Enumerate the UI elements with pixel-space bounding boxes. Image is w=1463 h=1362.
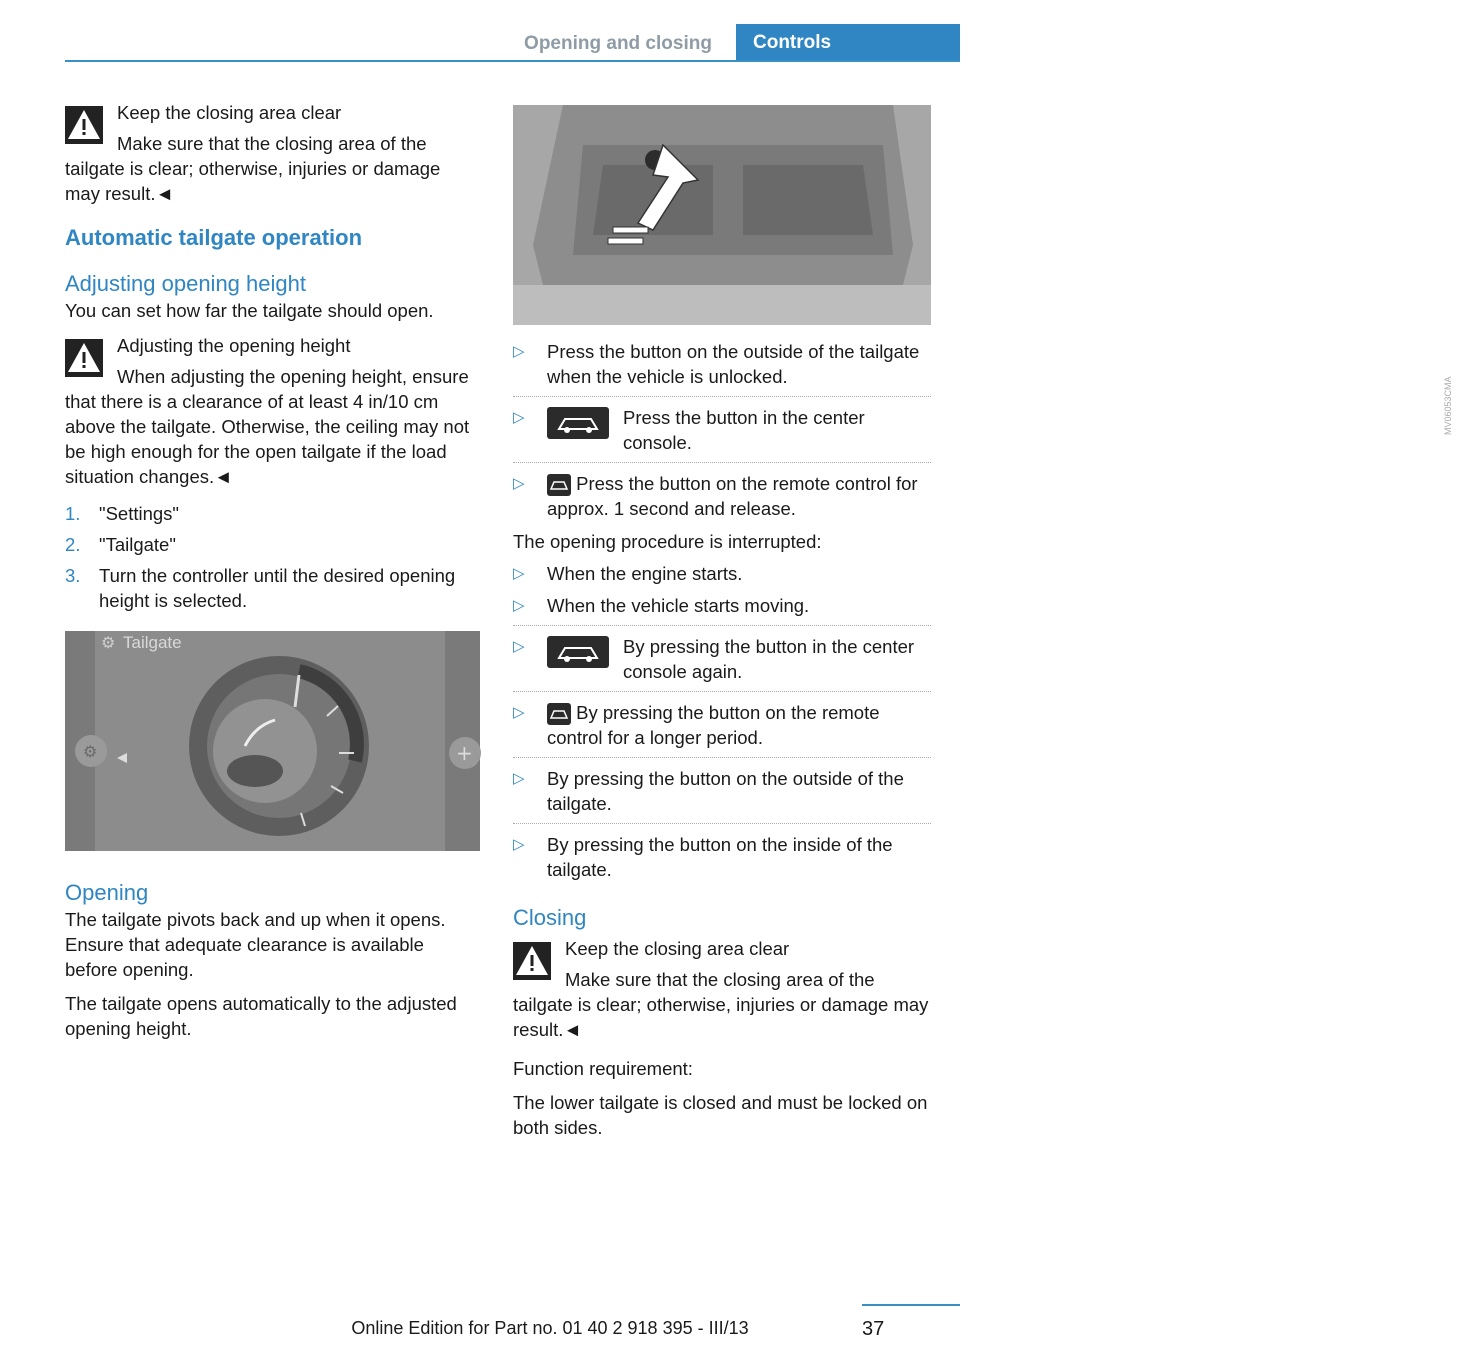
bullet-triangle-icon: ▷: [513, 836, 525, 854]
list-item: [513, 634, 931, 684]
bullet-triangle-icon: ▷: [513, 343, 525, 360]
list-item: [513, 339, 931, 389]
list-item: [65, 532, 480, 557]
list-item: [513, 471, 931, 521]
warning-title: Adjusting the opening height: [117, 335, 351, 356]
interrupted-text: The opening procedure is interrupted:: [513, 531, 822, 553]
warning-body: When adjusting the opening height, ensure that there is a clearance of at least 4 in/10 cm above the tailgate. Otherwise, the ceiling may not be high enough for the open tailgate if the load situation changes.◄: [65, 366, 470, 487]
screen-title: Tailgate: [123, 633, 182, 652]
remote-tailgate-button-icon: [547, 703, 571, 725]
list-item: [513, 593, 931, 618]
opening-methods-list: [513, 339, 931, 521]
warning-title: Keep the closing area clear: [565, 938, 790, 960]
function-requirement-text: The lower tailgate is closed and must be locked on both sides.: [513, 1092, 928, 1139]
settings-icon: ⚙: [101, 635, 116, 652]
edition-footer: Online Edition for Part no. 01 40 2 918 395 - III/13: [351, 1318, 749, 1338]
right-column: [513, 105, 1453, 1140]
warning-title: Keep the closing area clear: [117, 102, 342, 123]
step-number: 1.: [65, 503, 81, 524]
list-item: [65, 501, 480, 526]
list-item: [513, 832, 931, 882]
warning-icon: [65, 339, 103, 377]
warning-body: Make sure that the closing area of the tailgate is clear; otherwise, injuries or damage may result.◄: [65, 133, 441, 204]
opening-paragraph-2: The tailgate opens automatically to the adjusted opening height.: [65, 993, 457, 1039]
warning-adjust-height: [65, 333, 480, 489]
heading-adjusting-height: Adjusting opening height: [65, 271, 306, 296]
center-console-tailgate-button-icon: [547, 636, 609, 668]
chapter-tab: Controls: [736, 24, 960, 62]
step-text: "Tailgate": [99, 534, 176, 555]
item-text: Press the button on the outside of the tailgate when the vehicle is unlocked.: [547, 341, 920, 387]
bullet-triangle-icon: ▷: [513, 475, 525, 492]
tailgate-button-photo: [513, 105, 931, 325]
tailgate-settings-screen-image: [65, 631, 480, 851]
item-text: Press the button in the center console.: [623, 407, 865, 453]
header-rule: [65, 60, 960, 62]
item-text: By pressing the button on the remote control for a longer period.: [547, 702, 880, 749]
svg-text:+: +: [456, 741, 473, 765]
adjust-text: You can set how far the tailgate should open.: [65, 300, 434, 321]
item-text: When the vehicle starts moving.: [547, 595, 810, 617]
bullet-triangle-icon: ▷: [513, 638, 525, 656]
image-code: MV06053CMA: [1443, 376, 1453, 435]
step-text: Turn the controller until the desired opening height is selected.: [99, 565, 456, 611]
bullet-triangle-icon: ▷: [513, 770, 525, 788]
item-text: By pressing the button on the inside of the tailgate.: [547, 834, 893, 881]
item-text: When the engine starts.: [547, 563, 743, 585]
svg-text:⚙: ⚙: [83, 742, 98, 761]
settings-steps: [65, 501, 480, 613]
heading-opening: Opening: [65, 880, 149, 905]
center-console-tailgate-button-icon: [547, 407, 609, 439]
warning-closing-area: [513, 936, 931, 1042]
bullet-triangle-icon: ▷: [513, 597, 525, 615]
item-text: By pressing the button in the center console again.: [623, 636, 915, 683]
list-item: [513, 766, 931, 816]
item-text: By pressing the button on the outside of the tailgate.: [547, 768, 904, 815]
function-requirement-label: Function requirement:: [513, 1058, 693, 1080]
list-item: [513, 561, 931, 586]
footer-rule: [862, 1304, 960, 1306]
list-item: [65, 563, 480, 613]
section-tab: Opening and closing: [524, 33, 712, 54]
warning-icon: [65, 106, 103, 144]
list-item: [513, 700, 931, 750]
page-number: 37: [862, 1318, 885, 1340]
step-number: 2.: [65, 534, 81, 555]
bullet-triangle-icon: ▷: [513, 409, 525, 426]
opening-paragraph-1: The tailgate pivots back and up when it opens. Ensure that adequate clearance is available before opening.: [65, 909, 446, 980]
step-number: 3.: [65, 565, 81, 586]
list-item: [513, 405, 931, 455]
heading-closing: Closing: [513, 905, 587, 931]
step-text: "Settings": [99, 503, 179, 524]
interrupt-list: [513, 561, 931, 882]
bullet-triangle-icon: ▷: [513, 565, 525, 583]
item-text: Press the button on the remote control for approx. 1 second and release.: [547, 473, 918, 520]
warning-body: Make sure that the closing area of the tailgate is clear; otherwise, injuries or damage may result.◄: [513, 969, 929, 1041]
heading-automatic-tailgate: Automatic tailgate operation: [65, 225, 363, 250]
remote-tailgate-button-icon: [547, 474, 571, 496]
left-column: [65, 100, 480, 1041]
warning-closing-area: [65, 100, 480, 206]
bullet-triangle-icon: ▷: [513, 704, 525, 722]
warning-icon: [513, 942, 551, 980]
